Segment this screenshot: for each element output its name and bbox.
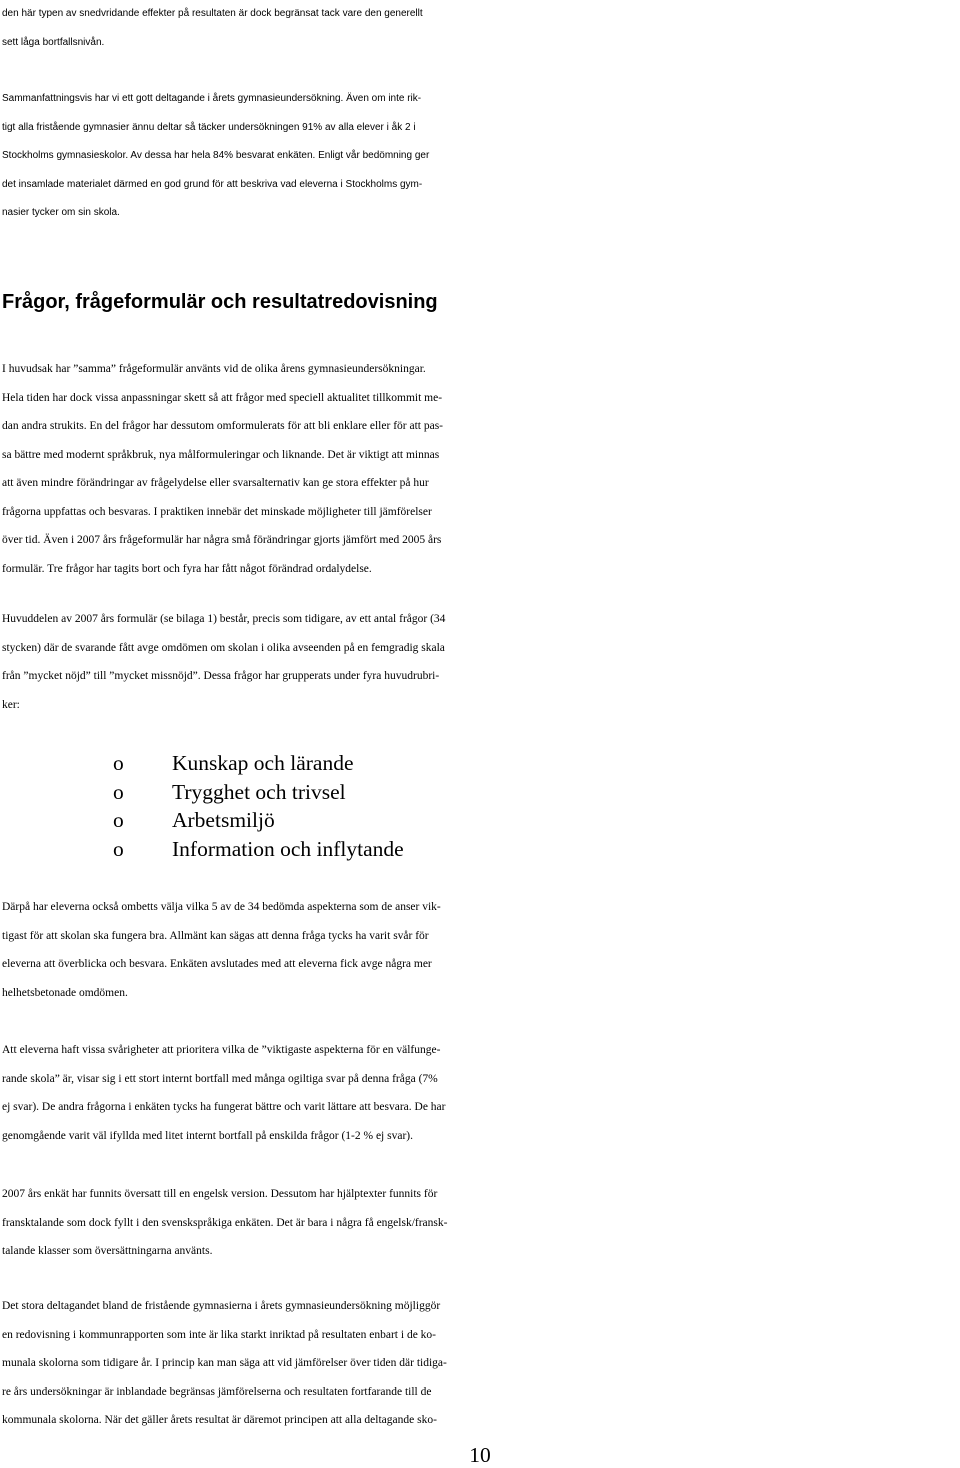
paragraph-independent-schools (2, 1292, 957, 1435)
text-line: eleverna att överblicka och besvara. Enkäten avslutades med att eleverna fick avge några mer (2, 958, 432, 970)
text-line: från ”mycket nöjd” till ”mycket missnöjd”. Dessa frågor har grupperats under fyra huvudrubri- (2, 670, 440, 682)
list-item (0, 749, 700, 778)
text-line: 2007 års enkät har funnits översatt till en engelsk version. Dessutom har hjälptexter funnits för (2, 1188, 438, 1200)
text-line: tigast för att skolan ska fungera bra. Allmänt kan sägas att denna fråga tycks ha varit svår för (2, 929, 429, 942)
text-line: genomgående varit väl ifyllda med litet internt bortfall på enskilda frågor (1-2 % ej svar). (2, 1129, 413, 1142)
text-line: munala skolorna som tidigare år. I princip kan man säga att vid jämförelser över tiden där tidiga- (2, 1357, 447, 1369)
page-number: 10 (469, 1443, 491, 1467)
paragraph-summary (2, 85, 957, 228)
list-item-label: Trygghet och trivsel (172, 779, 346, 804)
text-line: Att eleverna haft vissa svårigheter att prioritera vilka de ”viktigaste aspekterna för en välfunge- (2, 1044, 441, 1056)
text-line: rande skola” är, visar sig i ett stort internt bortfall med många ogiltiga svar på denna fråga (7% (2, 1072, 438, 1085)
paragraph-continuation (2, 0, 957, 57)
text-line: att även mindre förändringar av frågelydelse eller svarsalternativ kan ge stora effekter på hur (2, 477, 429, 489)
text-line: I huvudsak har ”samma” frågeformulär använts vid de olika årens gymnasieundersökningar. (2, 363, 426, 375)
text-line: nasier tycker om sin skola. (2, 207, 120, 218)
text-line: ker: (2, 698, 20, 711)
text-line: re års undersökningar är inblandade begränsas jämförelserna och resultaten fortfarande till de (2, 1385, 432, 1398)
text-line: helhetsbetonade omdömen. (2, 986, 128, 999)
paragraph-internal-dropout (2, 1036, 957, 1150)
text-line: det insamlade materialet därmed en god grund för att beskriva vad eleverna i Stockholms gym- (2, 178, 423, 190)
list-item (0, 778, 700, 807)
bullet-marker: o (113, 779, 124, 804)
paragraph-form-content (2, 605, 957, 719)
bullet-marker: o (113, 836, 124, 861)
text-line: dan andra strukits. En del frågor har dessutom omformulerats för att bli enklare eller för att pas- (2, 420, 444, 432)
text-line: Det stora deltagandet bland de fristående gymnasierna i årets gymnasieundersökning möjliggör (2, 1300, 441, 1312)
list-item (0, 835, 700, 864)
text-line: Hela tiden har dock vissa anpassningar skett så att frågor med speciell aktualitet tillkommit me- (2, 391, 443, 404)
text-line: Sammanfattningsvis har vi ett gott deltagande i årets gymnasieundersökning. Även om inte rik- (2, 93, 422, 104)
text-line: en redovisning i kommunrapporten som inte är lika starkt inriktad på resultaten enbart i de ko- (2, 1328, 437, 1341)
bullet-list (0, 749, 700, 863)
list-item (0, 806, 700, 835)
list-item-label: Kunskap och lärande (172, 751, 354, 775)
text-line: stycken) där de svarande fått avge omdömen om skolan i olika avseenden på en femgradig skala (2, 641, 445, 654)
text-line: sett låga bortfallsnivån. (2, 36, 105, 48)
text-line: sa bättre med modernt språkbruk, nya målformuleringar och liknande. Det är viktigt att minnas (2, 448, 440, 461)
text-line: kommunala skolorna. När det gäller årets resultat är däremot principen att alla deltagande sko- (2, 1414, 437, 1426)
text-line: Därpå har eleverna också ombetts välja vilka 5 av de 34 bedömda aspekterna som de anser vik- (2, 901, 441, 913)
text-line: frågorna uppfattas och besvaras. I praktiken innebär det minskade möjligheter till jämförelser (2, 505, 432, 518)
list-item-label: Information och inflytande (172, 836, 404, 861)
text-line: Huvuddelen av 2007 års formulär (se bilaga 1) består, precis som tidigare, av ett antal frågor (34 (2, 613, 446, 625)
section-heading: Frågor, frågeformulär och resultatredovisning (2, 291, 438, 313)
text-line: talande klasser som översättningarna använts. (2, 1245, 213, 1257)
text-line: fransktalande som dock fyllt i den svenskspråkiga enkäten. Det är bara i några få engelsk/fransk- (2, 1216, 448, 1229)
bullet-marker: o (113, 808, 124, 832)
text-line: över tid. Även i 2007 års frågeformulär har några små förändringar gjorts jämfört med 2005 års (2, 534, 442, 546)
paragraph-questionnaire (2, 355, 957, 583)
paragraph-prioritization (2, 893, 957, 1007)
text-line: tigt alla fristående gymnasier ännu deltar så täcker undersökningen 91% av alla elever i åk 2 i (2, 121, 416, 133)
text-line: formulär. Tre frågor har tagits bort och fyra har fått något förändrad ordalydelse. (2, 562, 372, 575)
paragraph-translation (2, 1180, 957, 1266)
text-line: ej svar). De andra frågorna i enkäten tycks ha fungerat bättre och varit lättare att besvara. De har (2, 1101, 446, 1113)
text-line: Stockholms gymnasieskolor. Av dessa har hela 84% besvarat enkäten. Enligt vår bedömning ger (2, 150, 430, 161)
bullet-marker: o (113, 751, 124, 775)
text-line: den här typen av snedvridande effekter på resultaten är dock begränsat tack vare den generellt (2, 8, 423, 19)
list-item-label: Arbetsmiljö (172, 808, 275, 832)
